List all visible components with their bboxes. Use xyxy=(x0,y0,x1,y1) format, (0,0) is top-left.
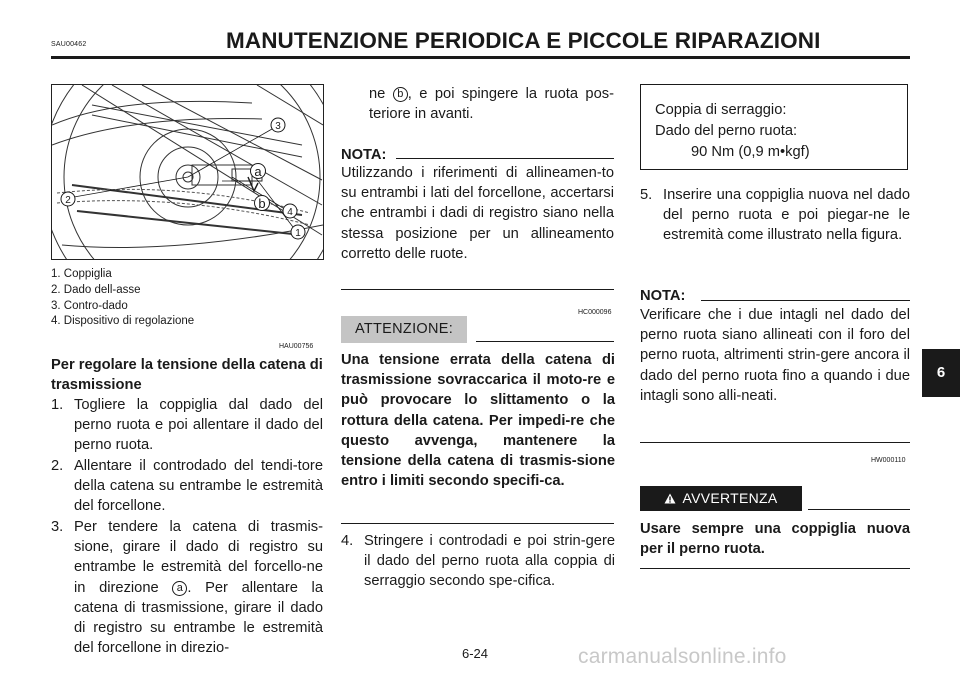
step-text-part: Per tendere la catena di trasmis-sione, girare il dado di registro su entrambe le estremità del forcello-ne in direzione xyxy=(74,519,323,596)
chapter-tab: 6 xyxy=(922,349,960,397)
avvertenza-text: Usare sempre una coppiglia nuova per il perno ruota. xyxy=(640,521,910,558)
nota-label: NOTA: xyxy=(640,288,686,304)
torque-value: 90 Nm (0,9 m•kgf) xyxy=(691,144,810,160)
figure-captions xyxy=(51,267,194,330)
step-number: 1. xyxy=(51,397,64,413)
step-text xyxy=(74,517,323,658)
step-text: Allentare il controdado del tendi-tore della catena su entrambe le estremità del forcellone. xyxy=(74,458,323,515)
wheel-drawing xyxy=(52,85,323,259)
caption-item: 1. Coppiglia xyxy=(51,268,112,280)
watermark: carmanualsonline.info xyxy=(578,645,787,668)
step-number: 2. xyxy=(51,458,64,474)
nota-end-rule xyxy=(640,442,910,443)
ref-b-marker: b xyxy=(393,87,408,102)
step-2 xyxy=(51,456,323,517)
nota-end-rule xyxy=(341,289,614,290)
page-number: 6-24 xyxy=(462,646,489,661)
nota-rule xyxy=(701,300,910,301)
attenzione-label: ATTENZIONE: xyxy=(341,316,467,343)
caption-item: 4. Dispositivo di regolazione xyxy=(51,315,195,328)
step-5 xyxy=(640,185,910,246)
callout-b: b xyxy=(258,196,266,211)
caption-item: 3. Contro-dado xyxy=(51,299,128,312)
ref-a-marker: a xyxy=(172,581,187,596)
callout-2: 2 xyxy=(65,195,71,206)
continuation-text: ne xyxy=(369,86,386,102)
step-text: Togliere la coppiglia dal dado del perno ruota e poi allentare il dado del perno ruota. xyxy=(74,397,323,454)
step-number: 4. xyxy=(341,533,354,549)
attenzione-rule xyxy=(476,341,614,342)
warning-triangle-icon xyxy=(664,493,676,504)
section-code: SAU00462 xyxy=(51,41,87,48)
nota-text: Utilizzando i riferimenti di allineamen-to su entrambi i lati del forcellone, accertarsi che entrambi i dadi di registro siano nella stessa posizione per un allineamento corretto delle ruote. xyxy=(341,165,614,262)
attenzione-end-rule xyxy=(341,523,614,524)
nota-text: Verificare che i due intagli nel dado del perno ruota siano allineati con il foro del perno ruota, altrimenti strin-gere ancora il dado del perno ruota fino a quando i due intagli sono alli-neati. xyxy=(640,307,910,404)
torque-line: Coppia di serraggio: xyxy=(655,102,787,118)
callout-3: 3 xyxy=(275,121,281,132)
continuation-text: , e poi spingere la ruota pos-teriore in avanti. xyxy=(369,86,614,123)
section-code: HC000096 xyxy=(578,309,612,316)
chain-adjuster-illustration xyxy=(51,84,324,260)
step-number: 3. xyxy=(51,519,64,535)
step-4 xyxy=(341,531,615,592)
avvertenza-label: AVVERTENZA xyxy=(682,490,778,506)
step-1 xyxy=(51,395,323,456)
torque-spec-box xyxy=(640,84,908,170)
caption-item: 2. Dado dell-asse xyxy=(51,283,141,296)
callout-a: a xyxy=(254,164,262,179)
callout-1: 1 xyxy=(295,228,301,239)
step-text-part: . Per allentare la catena di trasmissione, girare il dado di registro su entrambe le estremità del forcellone in direzio- xyxy=(74,579,323,657)
section-code: HAU00756 xyxy=(279,343,314,350)
nota-label: NOTA: xyxy=(341,147,387,163)
attenzione-text: Una tensione errata della catena di trasmissione sovraccarica il moto-re e può provocare lo slittamento o la rottura della catena. Per impedi-re che questo avvenga, mantenere la tensione della catena di trasmis-sione entro i limiti secondo specifi-ca. xyxy=(341,352,615,490)
step-number: 5. xyxy=(640,187,653,203)
callout-4: 4 xyxy=(287,207,293,218)
header-rule xyxy=(51,56,910,59)
section-code: HW000110 xyxy=(871,457,906,464)
step-3 xyxy=(51,517,323,658)
step-3-continuation xyxy=(369,84,614,124)
avvertenza-rule xyxy=(808,509,910,510)
page-title: MANUTENZIONE PERIODICA E PICCOLE RIPARAZIONI xyxy=(226,28,821,53)
torque-line: Dado del perno ruota: xyxy=(655,123,798,139)
procedure-heading: Per regolare la tensione della catena di trasmissione xyxy=(51,357,323,393)
avvertenza-label-box xyxy=(640,486,802,511)
step-text: Inserire una coppiglia nuova nel dado del perno ruota e poi piegar-ne le estremità come illustrato nella figura. xyxy=(663,187,910,244)
nota-rule xyxy=(396,158,614,159)
step-text: Stringere i controdadi e poi strin-gere il dado del perno ruota alla coppia di serraggio secondo spe-cifica. xyxy=(364,533,615,590)
avvertenza-end-rule xyxy=(640,568,910,569)
